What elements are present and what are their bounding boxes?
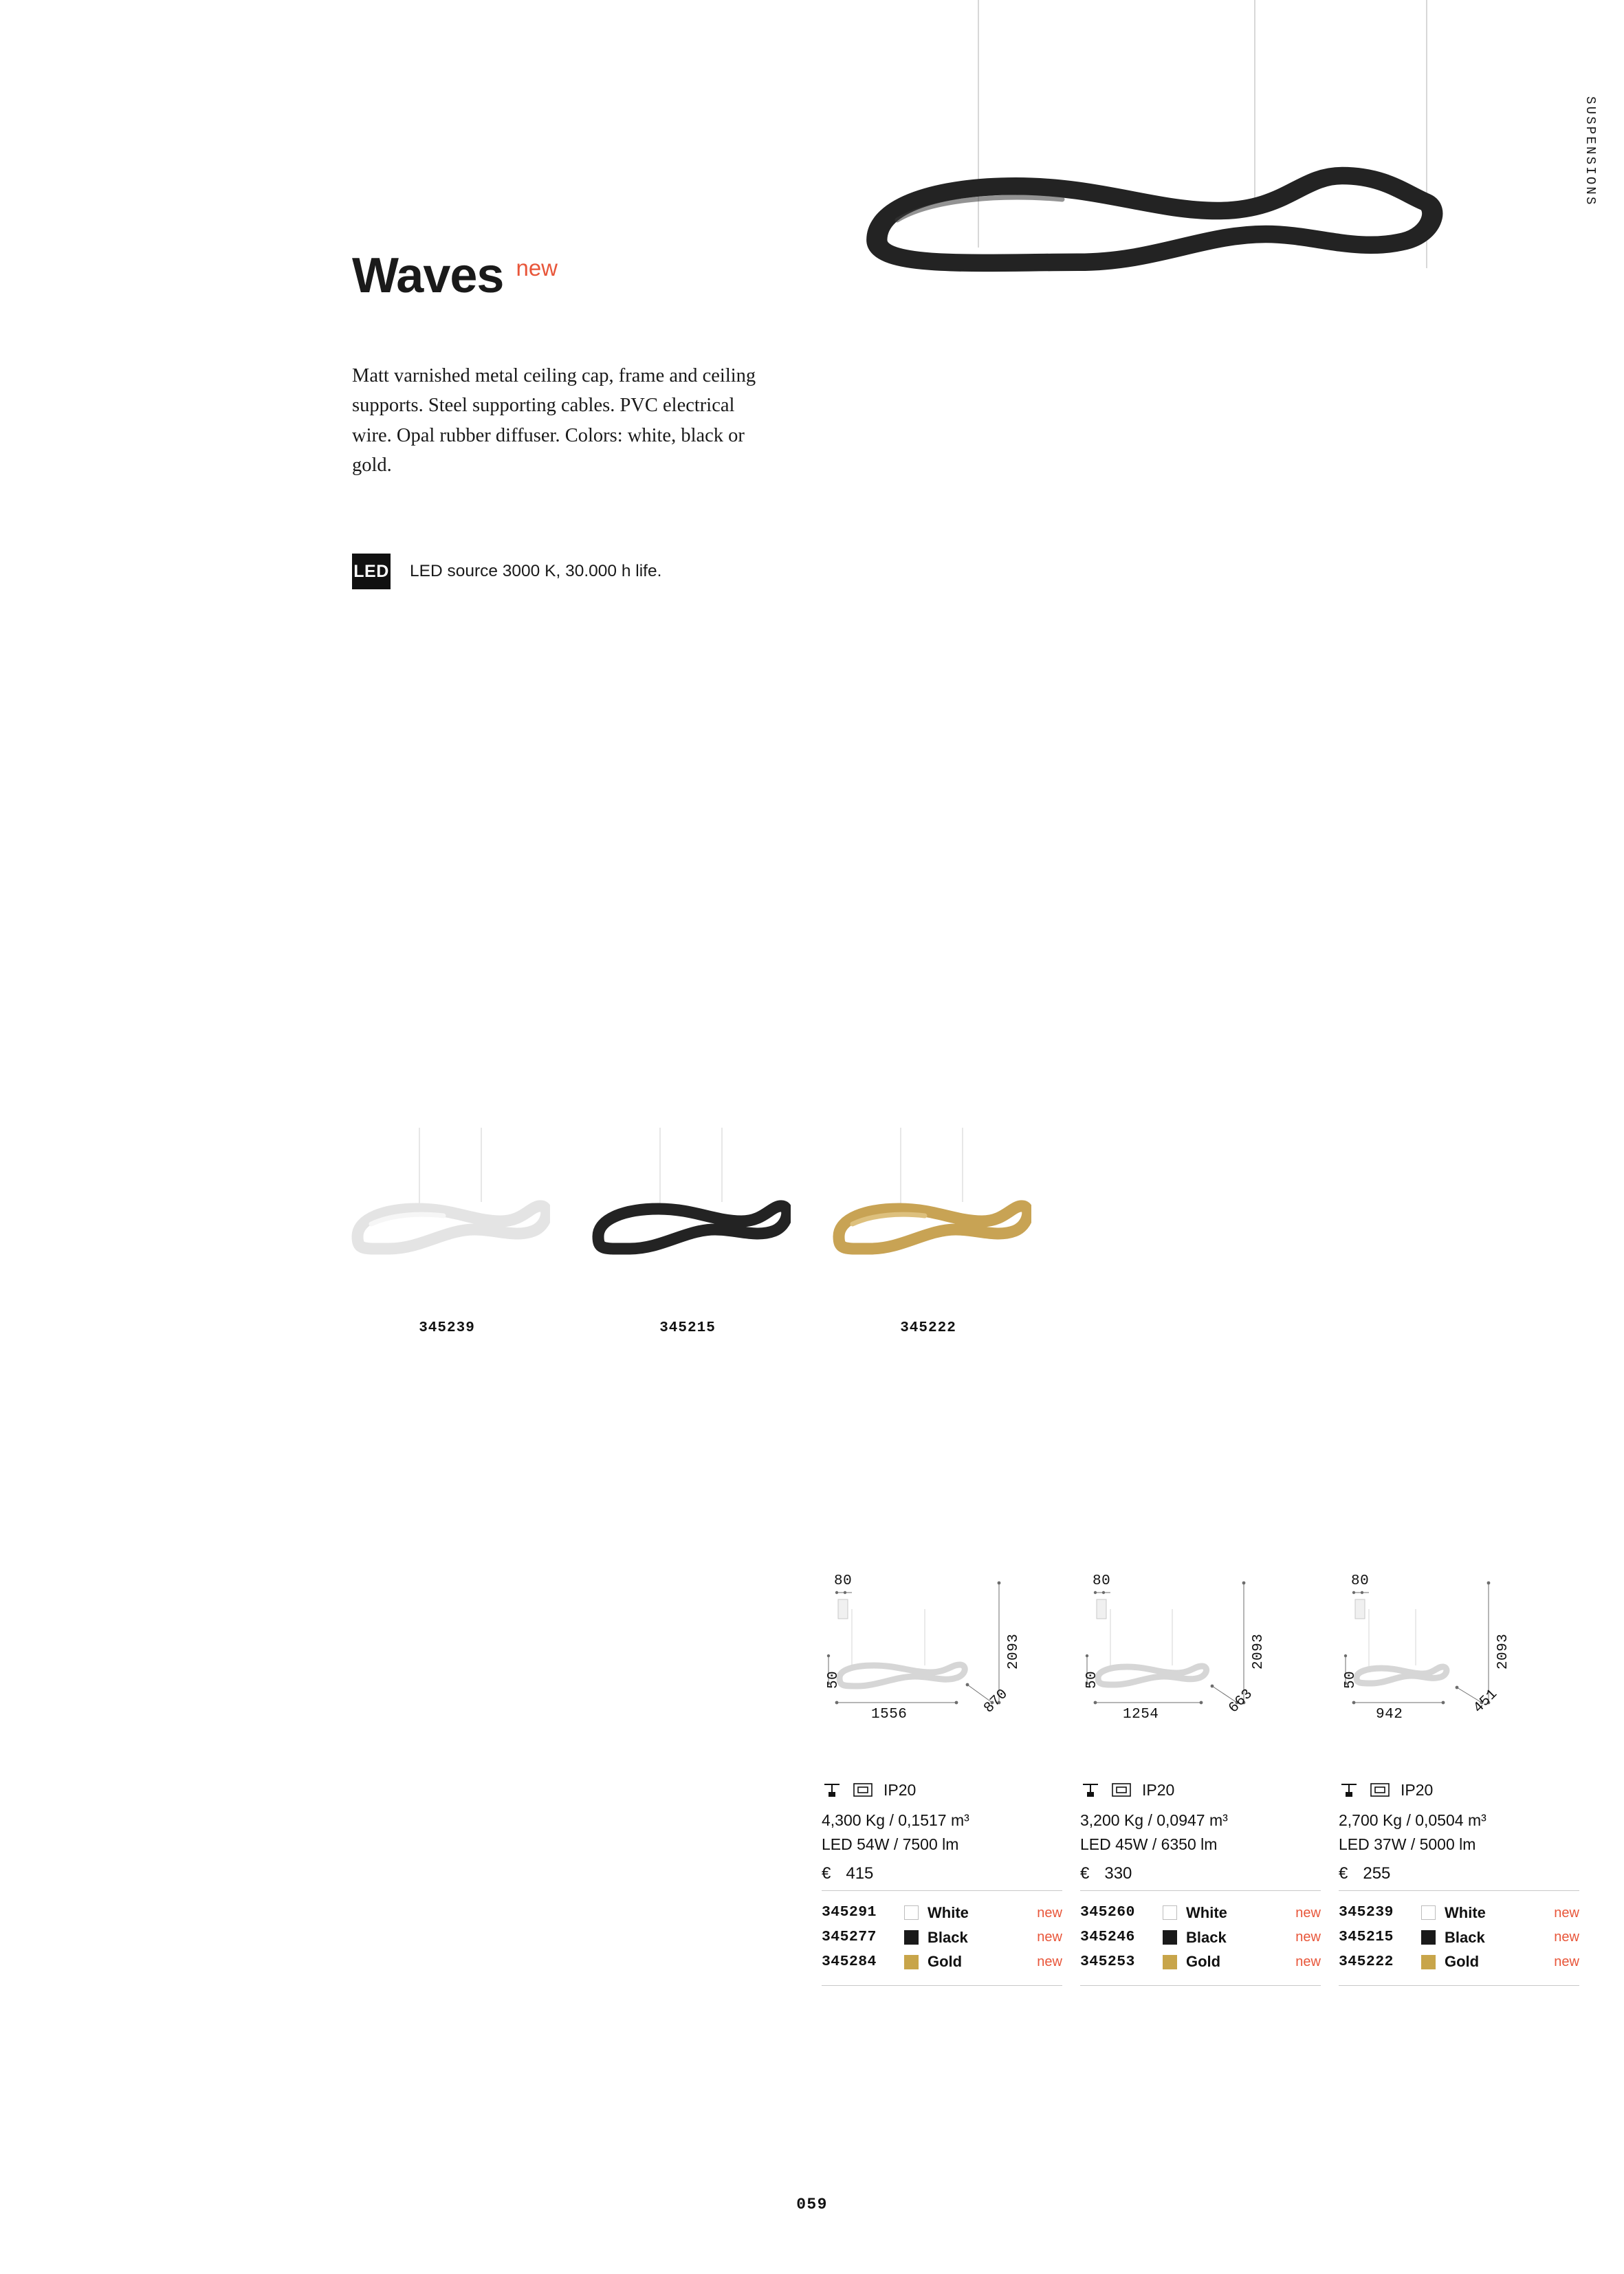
order-new-tag: new <box>1554 1929 1579 1945</box>
order-color-name: Black <box>928 1928 968 1946</box>
table-row[interactable] <box>822 1925 1062 1950</box>
page-title: Waves <box>352 248 504 303</box>
led-badge: LED <box>352 554 391 589</box>
color-chip-white <box>1421 1905 1436 1920</box>
spec-icon-row <box>822 1767 1062 1808</box>
dim-left: 50 <box>826 1670 842 1689</box>
order-new-tag: new <box>1037 1929 1062 1945</box>
dim-left: 50 <box>1343 1670 1359 1689</box>
order-color-name: Gold <box>1445 1953 1480 1971</box>
spec-dimension-drawing <box>1080 1568 1321 1767</box>
dim-height: 2093 <box>1251 1633 1266 1670</box>
order-code: 345260 <box>1080 1904 1135 1921</box>
spec-icon-row <box>1080 1767 1321 1808</box>
order-code: 345284 <box>822 1953 877 1970</box>
dim-width: 1254 <box>1123 1707 1159 1723</box>
mounting-icon <box>1080 1780 1101 1800</box>
led-info-row <box>352 554 661 589</box>
order-new-tag: new <box>1037 1954 1062 1969</box>
order-color-name: White <box>1186 1904 1227 1921</box>
order-code: 345222 <box>1339 1953 1394 1970</box>
spec-lamp: LED 54W / 7500 lm <box>822 1835 959 1853</box>
color-chip-gold <box>1163 1955 1177 1969</box>
color-chip-white <box>904 1905 919 1920</box>
table-row[interactable] <box>1080 1949 1321 1974</box>
variant-item <box>584 1121 791 1336</box>
ip-class-icon <box>1110 1780 1132 1800</box>
order-new-tag: new <box>1295 1954 1321 1969</box>
table-row[interactable] <box>822 1949 1062 1974</box>
variant-item <box>825 1121 1031 1336</box>
variant-code: 345215 <box>659 1320 716 1336</box>
page-number: 059 <box>796 2196 828 2213</box>
currency-symbol: € <box>1339 1864 1348 1883</box>
section-label: SUSPENSIONS <box>1583 96 1598 207</box>
variant-gallery <box>344 1121 1031 1362</box>
spec-weight: 3,200 Kg / 0,0947 m³ <box>1080 1811 1228 1829</box>
color-chip-black <box>1421 1930 1436 1945</box>
table-row[interactable] <box>1339 1901 1579 1925</box>
order-code: 345215 <box>1339 1929 1394 1946</box>
table-row[interactable] <box>1339 1949 1579 1974</box>
dim-height: 2093 <box>1495 1633 1511 1670</box>
new-badge: new <box>516 255 558 281</box>
price-row <box>1080 1864 1321 1891</box>
order-code-table <box>1339 1901 1579 1986</box>
ip-rating-label: IP20 <box>1401 1780 1434 1799</box>
order-color-name: Gold <box>928 1953 963 1971</box>
spec-dimension-drawing <box>822 1568 1062 1767</box>
currency-symbol: € <box>822 1864 831 1883</box>
order-color-name: Black <box>1445 1928 1485 1946</box>
order-code: 345239 <box>1339 1904 1394 1921</box>
order-new-tag: new <box>1037 1905 1062 1921</box>
spec-dimension-drawing <box>1339 1568 1579 1767</box>
spec-columns <box>822 1568 1579 1986</box>
mounting-icon <box>822 1780 842 1800</box>
mounting-icon <box>1339 1780 1359 1800</box>
price-value: 330 <box>1104 1864 1132 1883</box>
color-chip-gold <box>1421 1955 1436 1969</box>
dim-width: 942 <box>1376 1707 1403 1723</box>
order-code-table <box>1080 1901 1321 1986</box>
order-color-name: Gold <box>1186 1953 1221 1971</box>
spec-lamp: LED 37W / 5000 lm <box>1339 1835 1476 1853</box>
order-new-tag: new <box>1554 1954 1579 1969</box>
color-chip-white <box>1163 1905 1177 1920</box>
hero-lamp-illustration <box>863 0 1468 344</box>
variant-code: 345222 <box>900 1320 956 1336</box>
price-value: 415 <box>846 1864 874 1883</box>
price-row <box>822 1864 1062 1891</box>
product-title-block <box>352 248 558 303</box>
order-new-tag: new <box>1295 1905 1321 1921</box>
spec-icon-row <box>1339 1767 1579 1808</box>
spec-column <box>822 1568 1062 1986</box>
order-color-name: White <box>928 1904 969 1921</box>
dim-top: 80 <box>834 1573 853 1589</box>
dim-left: 50 <box>1084 1670 1100 1689</box>
product-description: Matt varnished metal ceiling cap, frame and ceiling supports. Steel supporting cables. PVC electrical wire. Opal rubber diffuser. Colors: white, black or gold. <box>352 365 756 476</box>
ip-class-icon <box>1369 1780 1391 1800</box>
dim-width: 1556 <box>871 1707 908 1723</box>
dim-top: 80 <box>1093 1573 1111 1589</box>
ip-rating-label: IP20 <box>1142 1780 1175 1799</box>
ip-class-icon <box>852 1780 874 1800</box>
order-code: 345291 <box>822 1904 877 1921</box>
dim-top: 80 <box>1351 1573 1370 1589</box>
currency-symbol: € <box>1080 1864 1090 1883</box>
variant-lamp-black-icon <box>584 1121 791 1300</box>
order-code-table <box>822 1901 1062 1986</box>
color-chip-black <box>1163 1930 1177 1945</box>
spec-column <box>1080 1568 1321 1986</box>
spec-drawing <box>1080 1568 1321 1767</box>
ip-rating-label: IP20 <box>884 1780 917 1799</box>
dim-depth: 870 <box>981 1686 1012 1717</box>
table-row[interactable] <box>1080 1925 1321 1950</box>
dim-height: 2093 <box>1006 1633 1022 1670</box>
variant-code: 345239 <box>419 1320 475 1336</box>
color-chip-black <box>904 1930 919 1945</box>
spec-drawing <box>1339 1568 1579 1767</box>
order-code: 345246 <box>1080 1929 1135 1946</box>
led-description: LED source 3000 K, 30.000 h life. <box>410 562 662 580</box>
table-row[interactable] <box>822 1901 1062 1925</box>
price-value: 255 <box>1363 1864 1391 1883</box>
dim-depth: 663 <box>1226 1686 1257 1717</box>
spec-weight: 2,700 Kg / 0,0504 m³ <box>1339 1811 1486 1829</box>
spec-weight: 4,300 Kg / 0,1517 m³ <box>822 1811 969 1829</box>
price-row <box>1339 1864 1579 1891</box>
order-color-name: White <box>1445 1904 1486 1921</box>
order-code: 345253 <box>1080 1953 1135 1970</box>
order-new-tag: new <box>1554 1905 1579 1921</box>
order-color-name: Black <box>1186 1928 1227 1946</box>
dim-depth: 451 <box>1471 1686 1502 1717</box>
spec-lamp: LED 45W / 6350 lm <box>1080 1835 1218 1853</box>
table-row[interactable] <box>1339 1925 1579 1950</box>
spec-column <box>1339 1568 1579 1986</box>
variant-item <box>344 1121 550 1336</box>
order-new-tag: new <box>1295 1929 1321 1945</box>
hero-product-image <box>863 0 1468 344</box>
variant-lamp-gold-icon <box>825 1121 1031 1300</box>
table-row[interactable] <box>1080 1901 1321 1925</box>
order-code: 345277 <box>822 1929 877 1946</box>
color-chip-gold <box>904 1955 919 1969</box>
spec-drawing <box>822 1568 1062 1767</box>
variant-lamp-white-icon <box>344 1121 550 1300</box>
